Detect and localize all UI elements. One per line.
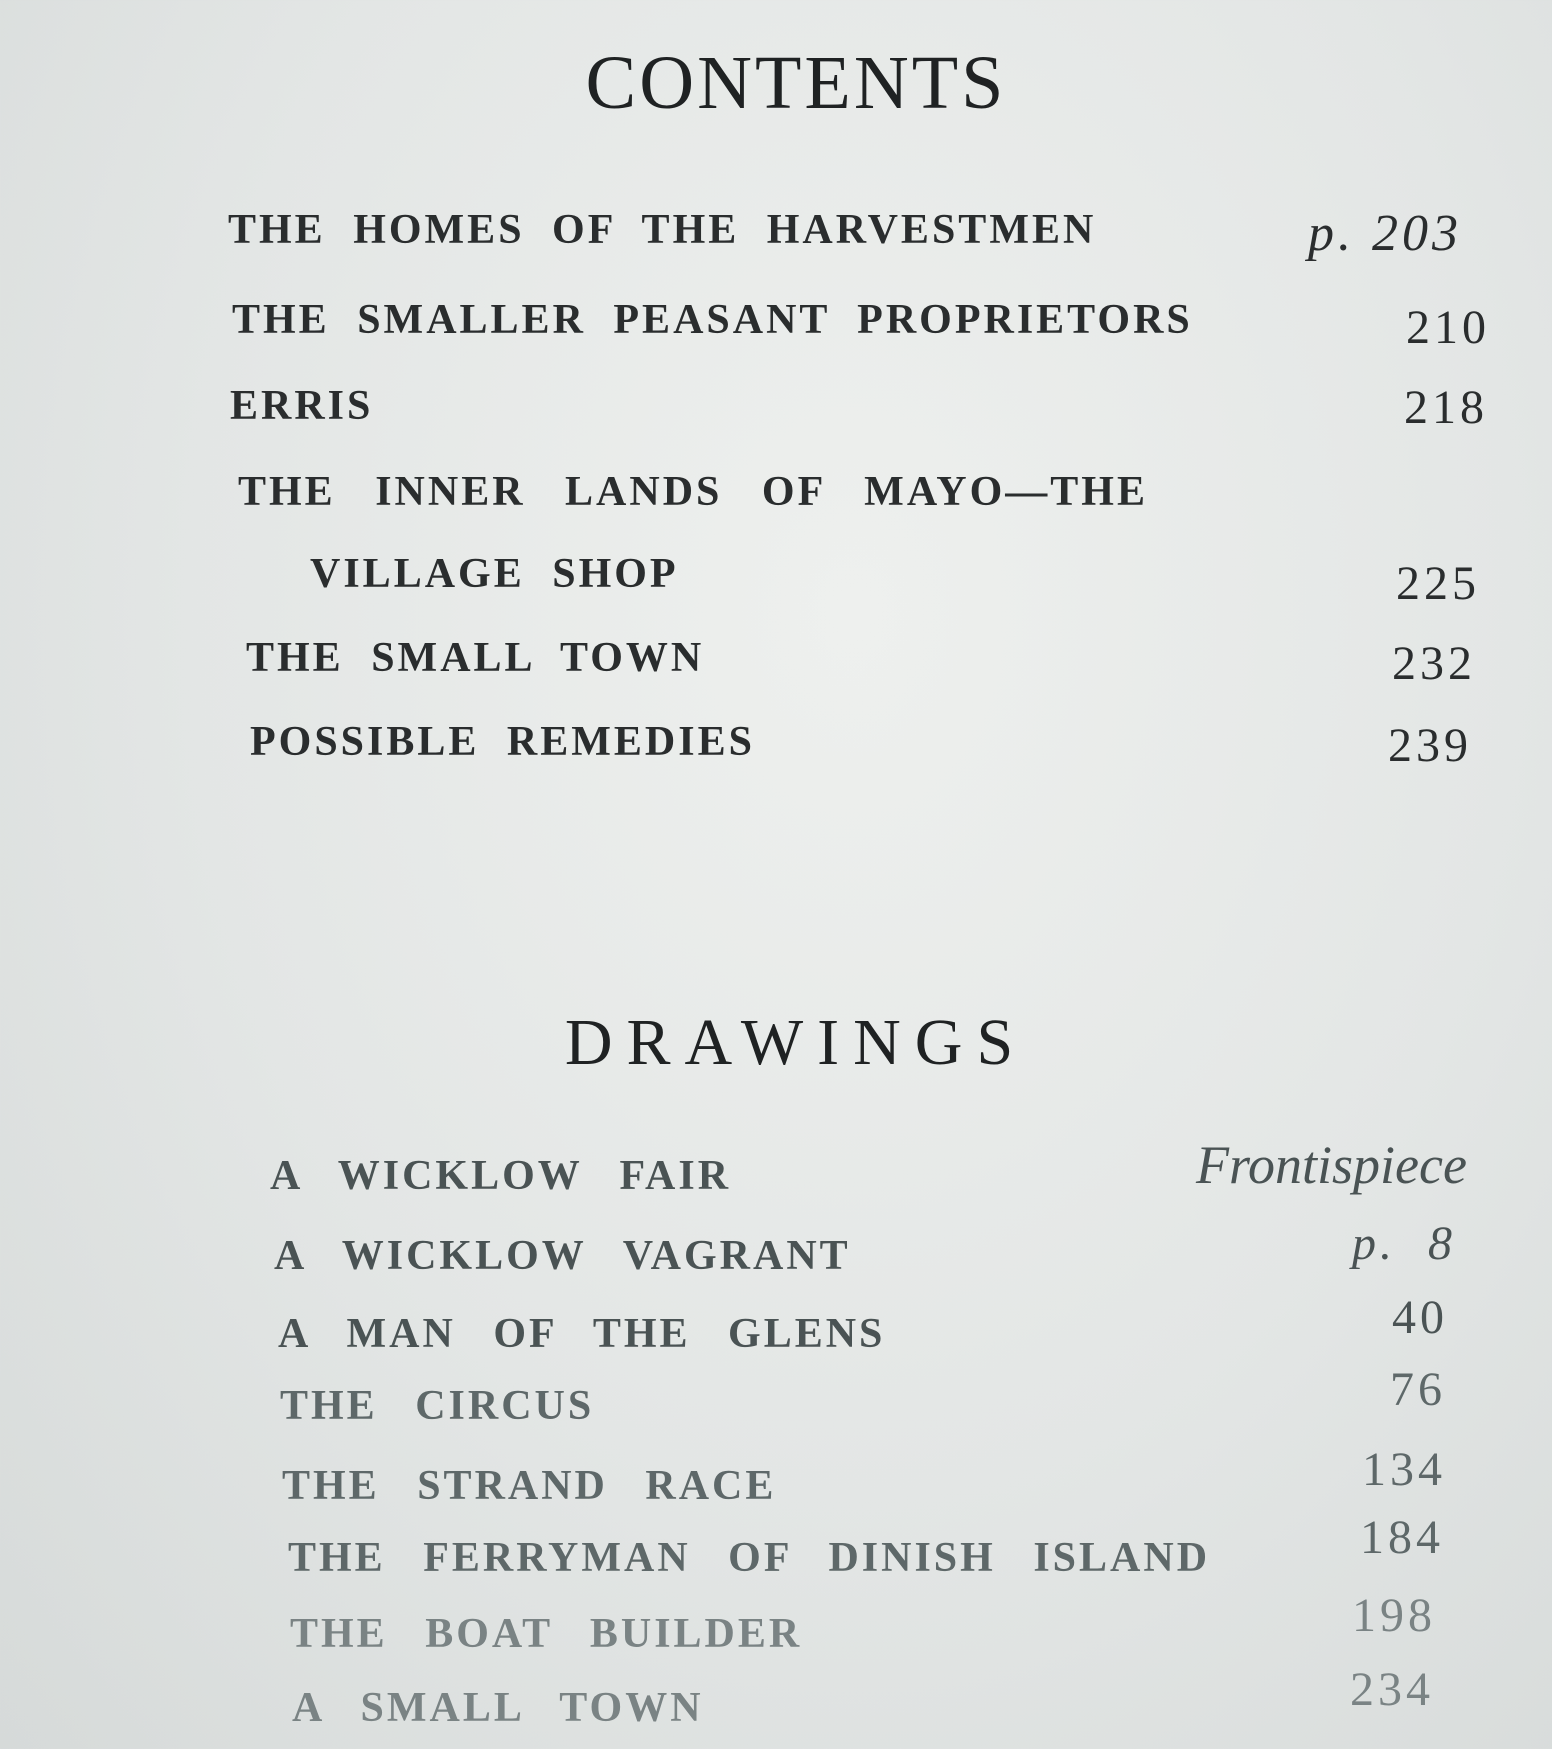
drawings-entry-title: THE BOAT BUILDER — [290, 1611, 803, 1657]
contents-entry-title: POSSIBLE REMEDIES — [250, 719, 755, 765]
contents-entry-page: 232 — [1392, 637, 1476, 690]
contents-entry-title: THE SMALL TOWN — [246, 635, 705, 681]
drawings-entry-page: 234 — [1350, 1663, 1434, 1716]
contents-entry-page: 225 — [1396, 557, 1480, 610]
drawings-entry-title: A WICKLOW VAGRANT — [274, 1233, 851, 1279]
drawings-entry-page: Frontispiece — [1196, 1135, 1467, 1195]
drawings-entry-page: 76 — [1390, 1363, 1446, 1416]
contents-entry-title: THE SMALLER PEASANT PROPRIETORS — [232, 297, 1193, 343]
drawings-entry-title: THE FERRYMAN OF DINISH ISLAND — [288, 1535, 1211, 1581]
drawings-title: DRAWINGS — [564, 1006, 1028, 1079]
contents-entry-title: ERRIS — [230, 383, 374, 429]
contents-entry-page: 239 — [1388, 719, 1472, 772]
contents-entry-title: THE HOMES OF THE HARVESTMEN — [228, 207, 1097, 253]
drawings-entry-page: 134 — [1362, 1443, 1446, 1496]
contents-entry-page: p. 203 — [1308, 205, 1462, 262]
drawings-entry-title: A SMALL TOWN — [292, 1685, 704, 1731]
drawings-entry-title: A WICKLOW FAIR — [270, 1153, 732, 1199]
drawings-entry-title: A MAN OF THE GLENS — [278, 1311, 886, 1357]
contents-entry-title-continued: VILLAGE SHOP — [310, 551, 679, 597]
drawings-entry-title: THE CIRCUS — [280, 1383, 595, 1429]
contents-title: CONTENTS — [585, 41, 1007, 125]
drawings-entry-page: 198 — [1352, 1589, 1436, 1642]
contents-entry-page: 210 — [1406, 301, 1490, 354]
drawings-entry-title: THE STRAND RACE — [282, 1463, 777, 1509]
contents-entry-title: THE INNER LANDS OF MAYO—THE — [238, 469, 1148, 515]
drawings-entry-page: 40 — [1392, 1291, 1448, 1344]
contents-entry-page: 218 — [1404, 381, 1488, 434]
drawings-entry-page: p. 8 — [1352, 1217, 1456, 1270]
drawings-entry-page: 184 — [1360, 1511, 1444, 1564]
